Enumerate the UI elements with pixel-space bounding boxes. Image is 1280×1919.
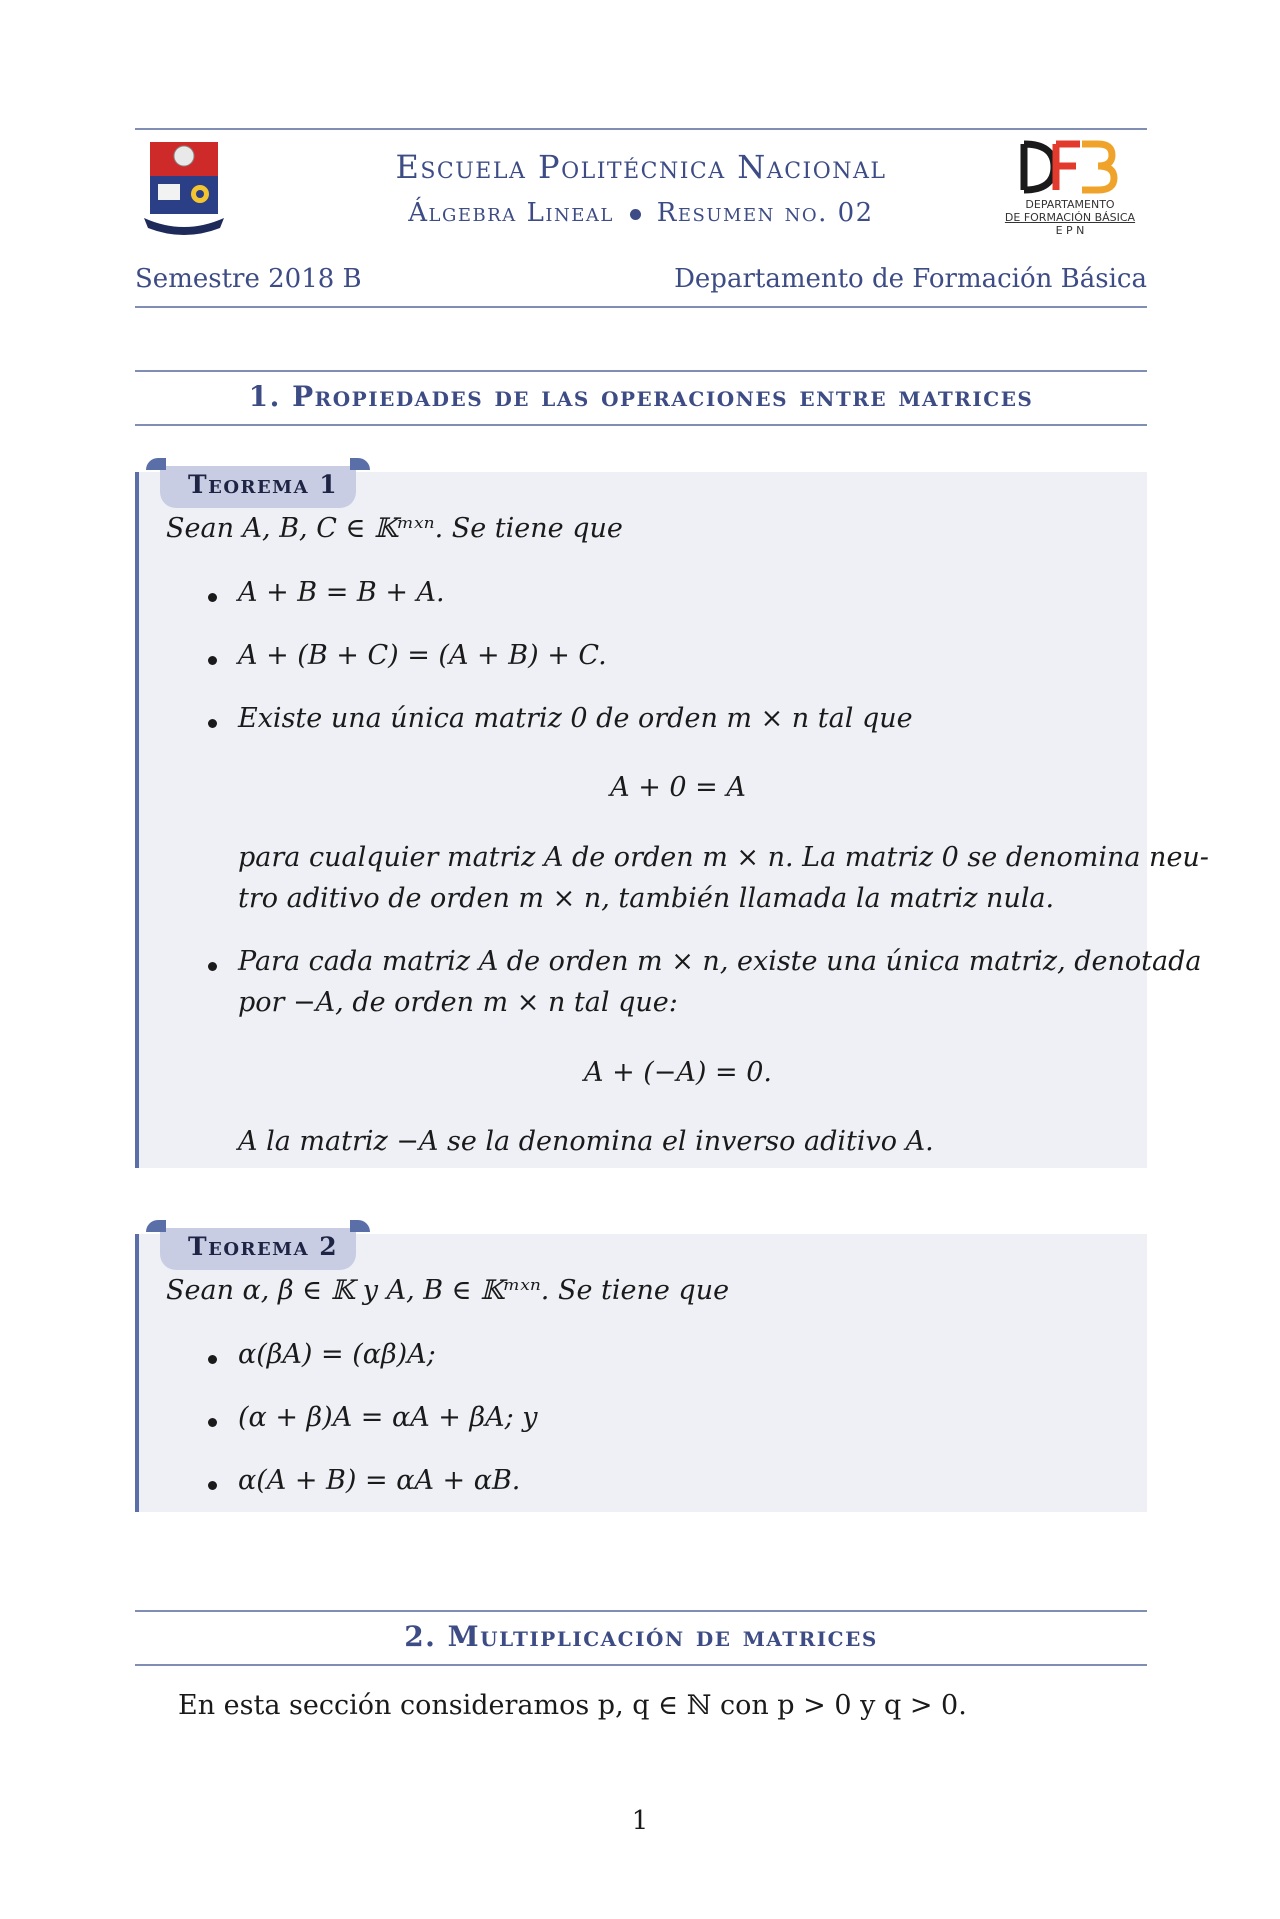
theorem2-intro: Sean α, β ∈ 𝕂 y A, B ∈ 𝕂ᵐˣⁿ. Se tiene que [166, 1275, 730, 1306]
course-name: Álgebra Lineal [408, 198, 614, 228]
header-bottom-rule [135, 306, 1147, 308]
theorem1-label: Teorema 1 [188, 470, 339, 499]
section1-top-rule [135, 370, 1147, 372]
dfb-logo-line1: DEPARTAMENTO [1025, 198, 1115, 211]
section2-bottom-rule [135, 1664, 1147, 1666]
theorem2-label: Teorema 2 [188, 1232, 339, 1261]
theorem1-item2: A + (B + C) = (A + B) + C. [238, 640, 607, 671]
semester-label: Semestre 2018 B [135, 264, 362, 294]
theorem1-item4-line1: Para cada matriz A de orden m × n, existe una única matriz, denotada [238, 946, 1202, 977]
theorem1-item3-equation: A + 0 = A [610, 772, 746, 803]
theorem1-intro: Sean A, B, C ∈ 𝕂ᵐˣⁿ. Se tiene que [166, 513, 623, 544]
theorem1-item3-text2: tro aditivo de orden m × n, también llamada la matriz nula. [238, 883, 1055, 914]
institution-title: Escuela Politécnica Nacional [395, 148, 887, 186]
theorem2-tab [160, 1228, 356, 1270]
page-number: 1 [631, 1806, 649, 1836]
theorem1-item3: Existe una única matriz 0 de orden m × n tal que [238, 703, 913, 734]
summary-number: Resumen no. 02 [656, 198, 874, 228]
section1-title: 1. Propiedades de las operaciones entre matrices [248, 380, 1034, 413]
department-label: Departamento de Formación Básica [674, 264, 1147, 294]
dfb-logo-line3: E P N [1055, 224, 1085, 237]
theorem1-item4-equation: A + (−A) = 0. [583, 1057, 773, 1088]
theorem1-item4-text: A la matriz −A se la denomina el inverso aditivo A. [238, 1126, 934, 1157]
theorem2-item1: α(βA) = (αβ)A; [238, 1339, 436, 1370]
bullet-dot [630, 209, 641, 220]
theorem2-item2: (α + β)A = αA + βA; y [238, 1402, 538, 1433]
theorem2-side-bar [135, 1234, 139, 1512]
section2-top-rule [135, 1610, 1147, 1612]
theorem1-tab [160, 466, 356, 508]
theorem1-side-bar [135, 472, 139, 1168]
course-subtitle [135, 198, 1147, 228]
section1-bottom-rule [135, 424, 1147, 426]
header-top-rule [135, 128, 1147, 130]
section2-intro: En esta sección consideramos p, q ∈ ℕ con p > 0 y q > 0. [178, 1690, 967, 1721]
dfb-logo-line2: DE FORMACIÓN BÁSICA [1004, 211, 1136, 224]
theorem1-item4-line2: por −A, de orden m × n tal que: [238, 987, 678, 1018]
theorem1-item3-text1: para cualquier matriz A de orden m × n. La matriz 0 se denomina neu- [238, 842, 1209, 873]
section2-title: 2. Multiplicación de matrices [404, 1620, 878, 1653]
theorem2-item3: α(A + B) = αA + αB. [238, 1465, 521, 1496]
theorem1-item1: A + B = B + A. [238, 577, 445, 608]
